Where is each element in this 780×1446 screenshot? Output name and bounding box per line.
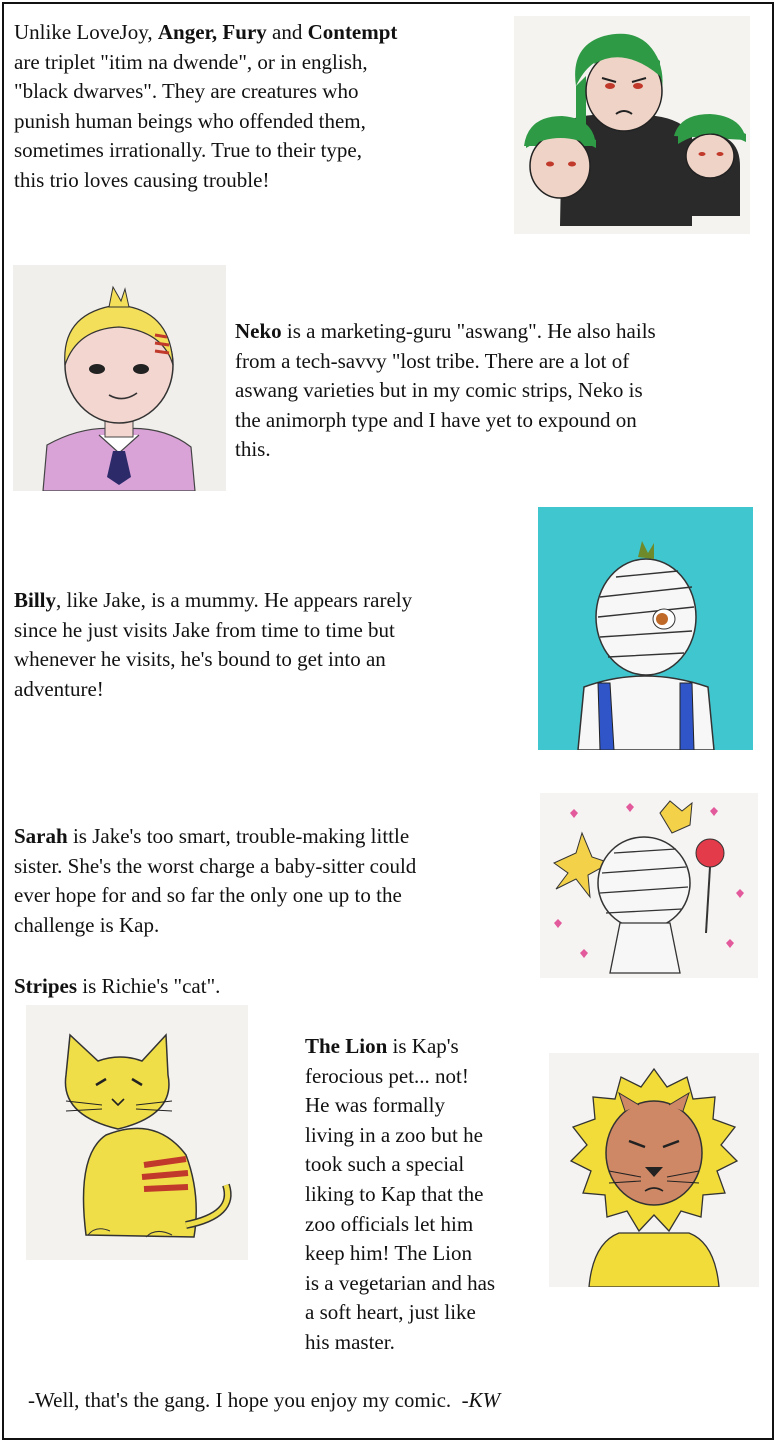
sarah-description: Sarah is Jake's too smart, trouble-making little sister. She's the worst charge a baby-sitter could ever hope for and so far the only one up to the challenge is Kap. (14, 824, 417, 937)
sarah-mummy-drawing (540, 793, 758, 978)
stripes-cat-drawing (26, 1005, 248, 1260)
triplets-description: Unlike LoveJoy, Anger, Fury and Contempt are triplet "itim na dwende", or in english, "black dwarves". They are creatures who punish human beings who offended them, sometimes irrationally. True to their type, this trio loves causing trouble! (14, 20, 398, 192)
signoff-initials: KW (468, 1388, 501, 1412)
lion-description: The Lion is Kap's ferocious pet... not! He was formally living in a zoo but he took such a special liking to Kap that the zoo officials let him keep him! The Lion is a vegetarian and has a soft heart, just like his master. (305, 1034, 496, 1354)
billy-description: Billy, like Jake, is a mummy. He appears rarely since he just visits Jake from time to time but whenever he visits, he's bound to get into an adventure! (14, 588, 413, 701)
stripes-description: Stripes is Richie's "cat". (14, 974, 221, 998)
neko-description: Neko is a marketing-guru "aswang". He also hails from a tech-savvy "lost tribe. There are a lot of aswang varieties but in my comic strips, Neko is the animorph type and I have yet to expound on this. (235, 319, 656, 462)
billy-mummy-drawing (538, 507, 753, 750)
neko-drawing (13, 265, 226, 491)
lion-drawing (549, 1053, 759, 1287)
signoff-line: -Well, that's the gang. I hope you enjoy my comic. -KW (28, 1388, 501, 1412)
triplet-dwarves-drawing (514, 16, 750, 234)
